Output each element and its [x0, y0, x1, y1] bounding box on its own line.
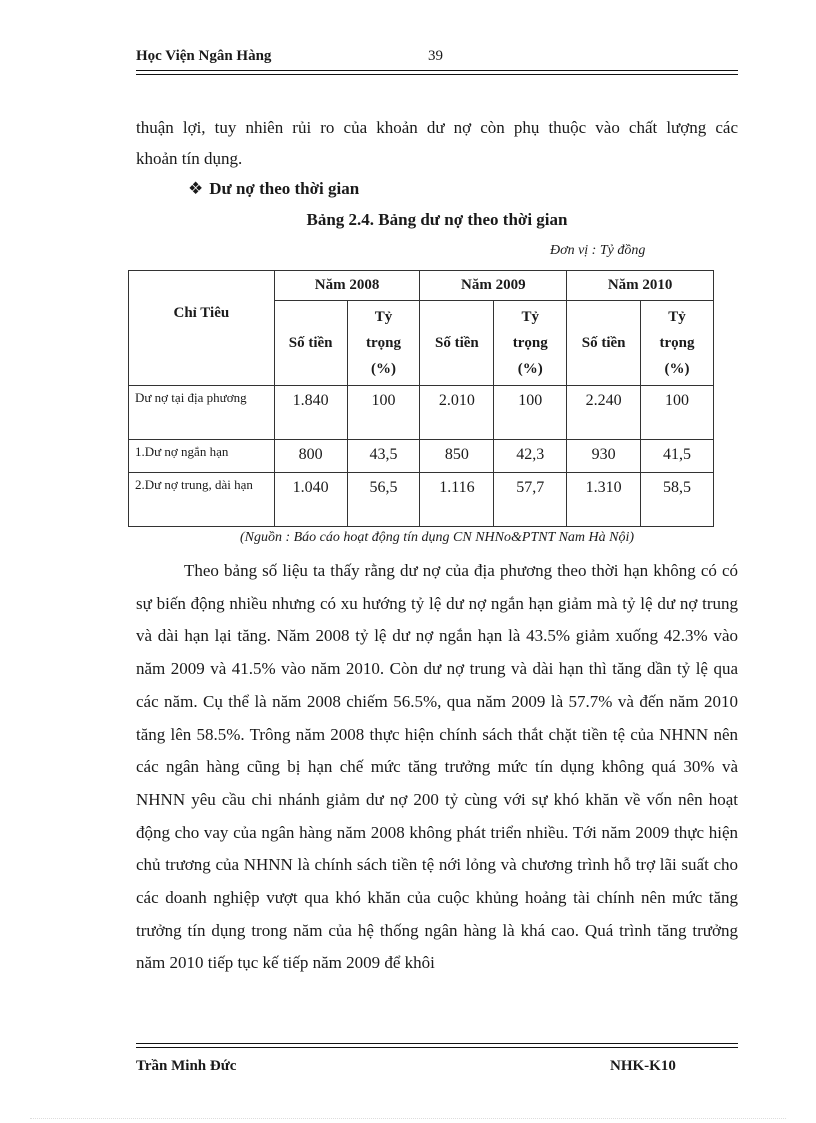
table-header-years	[129, 271, 714, 301]
footer-rule-top	[136, 1043, 738, 1044]
table-cell: 800	[274, 440, 347, 473]
share-header-2008: Tỷ trọng (%)	[347, 301, 420, 386]
table-cell: 41,5	[641, 440, 714, 473]
intro-line-2: khoản tín dụng.	[136, 149, 243, 168]
row-label-short-term: 1.Dư nợ ngắn hạn	[129, 440, 275, 473]
criteria-header: Chỉ Tiêu	[129, 271, 275, 386]
page-edge-dots	[30, 1118, 786, 1119]
loan-table	[128, 270, 714, 527]
table-row	[129, 473, 714, 527]
table-cell: 100	[494, 386, 567, 440]
amount-header-2010: Số tiền	[567, 301, 641, 386]
amount-header-2009: Số tiền	[420, 301, 494, 386]
table-cell: 100	[641, 386, 714, 440]
footer-rule-bottom	[136, 1047, 738, 1048]
table-cell: 43,5	[347, 440, 420, 473]
body-text: Theo bảng số liệu ta thấy rằng dư nợ của địa phương theo thời hạn không có có sự biến động nhiều nhưng có xu hướng tỷ lệ dư nợ ngắn hạn giảm mà tỷ lệ dư nợ trung và dài hạn lại tăng. Năm 2008 tỷ lệ dư nợ ngắn hạn là 43.5% giảm xuống 42.3% vào năm 2009 và 41.5% vào năm 2010. Còn dư nợ trung và dài hạn thì tăng dần tỷ lệ qua các năm. Cụ thể là năm 2008 chiếm 56.5%, qua năm 2009 là 57.7% và đến năm 2010 tăng lên 58.5%. Trông năm 2008 thực hiện chính sách thắt chặt tiền tệ của NHNN nên các ngân hàng cũng bị hạn chế mức tăng trưởng mức tín dụng không quá 30% và NHNN yêu cầu chi nhánh giảm dư nợ 200 tỷ cùng với sự khó khăn về vốn nên hoạt động cho vay của ngân hàng năm 2008 không phát triển nhiều. Tới năm 2009 thực hiện chủ trương của NHNN là chính sách tiền tệ nới lỏng và chương trình hỗ trợ lãi suất cho các doanh nghiệp vượt qua khó khăn của cuộc khủng hoảng tài chính nên mức tăng trưởng tín dụng trong năm của hệ thống ngân hàng là khá cao. Quá trình tăng trưởng năm 2010 tiếp tục kế tiếp năm 2009 để khôi	[136, 561, 738, 973]
year-header-2010: Năm 2010	[567, 271, 714, 301]
share-header-2010: Tỷ trọng (%)	[641, 301, 714, 386]
header-institution: Học Viện Ngân Hàng	[136, 48, 272, 64]
table-cell: 850	[420, 440, 494, 473]
table-cell: 2.240	[567, 386, 641, 440]
header-rule-bottom	[136, 74, 738, 75]
intro-paragraph	[136, 112, 738, 174]
year-header-2009: Năm 2009	[420, 271, 567, 301]
table-cell: 57,7	[494, 473, 567, 527]
table-cell: 1.040	[274, 473, 347, 527]
amount-header-2008: Số tiền	[274, 301, 347, 386]
header-rule-top	[136, 70, 738, 71]
table-source: (Nguồn : Báo cáo hoạt động tín dụng CN NHNo&PTNT Nam Hà Nội)	[239, 530, 635, 545]
share-header-2009: Tỷ trọng (%)	[494, 301, 567, 386]
year-header-2008: Năm 2008	[274, 271, 420, 301]
footer-code: NHK-K10	[610, 1058, 676, 1074]
intro-line-1: thuận lợi, tuy nhiên rủi ro của khoản dư nợ còn phụ thuộc vào chất lượng các	[136, 118, 738, 137]
body-paragraph	[136, 555, 738, 980]
footer-author: Trần Minh Đức	[136, 1058, 237, 1074]
diamond-bullet-icon: ❖	[188, 179, 204, 198]
table-row	[129, 440, 714, 473]
table-cell: 56,5	[347, 473, 420, 527]
row-label-total: Dư nợ tại địa phương	[129, 386, 275, 440]
table-cell: 1.116	[420, 473, 494, 527]
page-number: 39	[428, 48, 443, 64]
section-bullet-heading	[188, 179, 359, 199]
table-cell: 2.010	[420, 386, 494, 440]
bullet-text: Dư nợ theo thời gian	[209, 179, 360, 198]
table-row	[129, 386, 714, 440]
table-cell: 100	[347, 386, 420, 440]
table-cell: 1.310	[567, 473, 641, 527]
table-cell: 930	[567, 440, 641, 473]
table-caption: Bảng 2.4. Bảng dư nợ theo thời gian	[306, 210, 568, 229]
table-cell: 42,3	[494, 440, 567, 473]
table-cell: 1.840	[274, 386, 347, 440]
row-label-long-term: 2.Dư nợ trung, dài hạn	[129, 473, 275, 527]
table-unit: Đơn vị : Tỷ đồng	[550, 243, 646, 258]
table-cell: 58,5	[641, 473, 714, 527]
